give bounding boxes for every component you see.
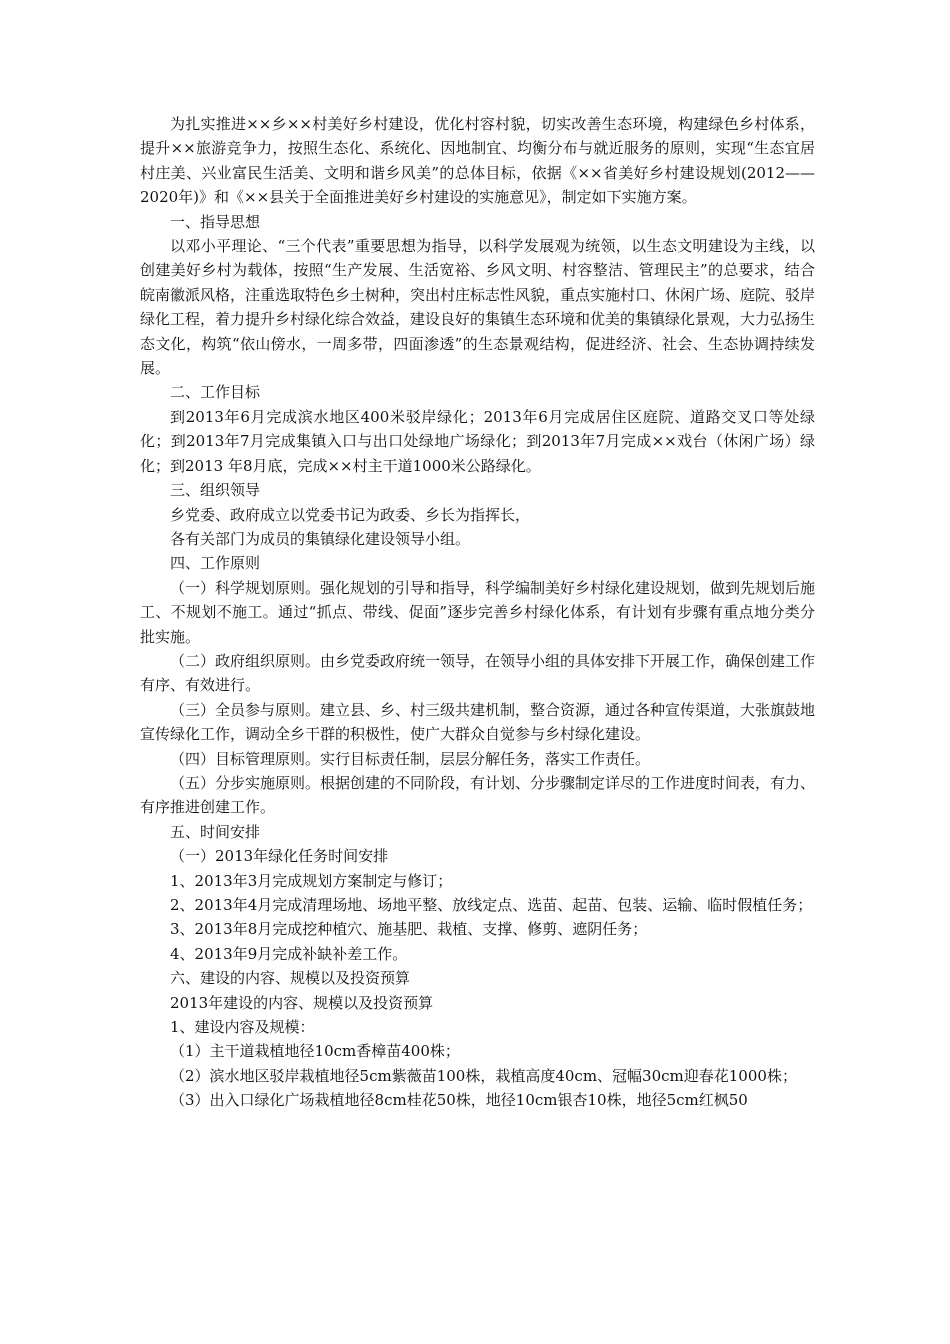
section-6-item-3: （3）出入口绿化广场栽植地径8cm桂花50株，地径10cm银杏10株，地径5cm红枫50 (170, 1091, 748, 1110)
section-4-principle-5: （五）分步实施原则。根据创建的不同阶段，有计划、分步骤制定详尽的工作进度时间表，有力、有序推进创建工作。 (140, 773, 816, 817)
section-4-principle-1: （一）科学规划原则。强化规划的引导和指导，科学编制美好乡村绿化建设规划，做到先规划后施工、不规划不施工。通过“抓点、带线、促面”逐步完善乡村绿化体系，有计划有步骤有重点地分类分批实施。 (140, 578, 816, 646)
section-4-principle-3: （三）全员参与原则。建立县、乡、村三级共建机制，整合资源，通过各种宣传渠道，大张旗鼓地宣传绿化工作，调动全乡干群的积极性，使广大群众自觉参与乡村绿化建设。 (140, 700, 816, 744)
section-4-principle-2: （二）政府组织原则。由乡党委政府统一领导，在领导小组的具体安排下开展工作，确保创建工作有序、有效进行。 (140, 651, 816, 695)
section-5-item-1: 1、2013年3月完成规划方案制定与修订； (170, 871, 453, 890)
section-5-subheading: （一）2013年绿化任务时间安排 (170, 847, 389, 866)
section-6-item-2: （2）滨水地区驳岸栽植地径5cm紫薇苗100株，栽植高度40cm、冠幅30cm迎春花1000株； (170, 1066, 797, 1085)
section-4-principle-4: （四）目标管理原则。实行目标责任制，层层分解任务，落实工作责任。 (170, 749, 651, 768)
section-3-heading: 三、组织领导 (170, 481, 261, 500)
section-4-heading: 四、工作原则 (170, 554, 261, 573)
section-6-scope-heading: 1、建设内容及规模： (170, 1018, 315, 1037)
section-6-subheading: 2013年建设的内容、规模以及投资预算 (170, 993, 434, 1012)
section-2-body: 到2013年6月完成滨水地区400米驳岸绿化；2013年6月完成居住区庭院、道路交叉口等处绿化；到2013年7月完成集镇入口与出口处绿地广场绿化；到2013年7月完成××戏台（休闲广场）绿化；到2013 年8月底，完成××村主干道1000米公路绿化。 (140, 407, 815, 475)
section-6-item-1: （1）主干道栽植地径10cm香樟苗400株； (170, 1042, 460, 1061)
section-5-item-2: 2、2013年4月完成清理场地、场地平整、放线定点、选苗、起苗、包装、运输、临时假植任务； (170, 896, 813, 914)
section-6-heading: 六、建设的内容、规模以及投资预算 (170, 969, 411, 988)
section-5-item-3: 3、2013年8月完成挖种植穴、施基肥、栽植、支撑、修剪、遮阴任务； (170, 920, 648, 939)
intro-paragraph: 为扎实推进××乡××村美好乡村建设，优化村容村貌，切实改善生态环境，构建绿色乡村体系，提升××旅游竞争力，按照生态化、系统化、因地制宜、均衡分布与就近服务的原则，实现“生态宜居村庄美、兴业富民生活美、文明和谐乡风美”的总体目标，依据《××省美好乡村建设规划(2012——2020年)》和《××县关于全面推进美好乡村建设的实施意见》，制定如下实施方案。 (140, 115, 815, 207)
document-page (140, 112, 815, 1113)
section-2-heading: 二、工作目标 (170, 383, 261, 402)
section-5-item-4: 4、2013年9月完成补缺补差工作。 (170, 944, 408, 963)
section-5-heading: 五、时间安排 (170, 822, 261, 841)
section-1-body: 以邓小平理论、“三个代表”重要思想为指导，以科学发展观为统领，以生态文明建设为主线，以创建美好乡村为载体，按照“生产发展、生活宽裕、乡风文明、村容整洁、管理民主”的总要求，结合皖南徽派风格，注重选取特色乡土树种，突出村庄标志性风貌，重点实施村口、休闲广场、庭院、驳岸绿化工程，着力提升乡村绿化综合效益，建设良好的集镇生态环境和优美的集镇绿化景观，大力弘扬生态文化，构筑“依山傍水，一周多带，四面渗透”的生态景观结构，促进经济、社会、生态协调持续发展。 (140, 237, 816, 378)
section-3-line-2: 各有关部门为成员的集镇绿化建设领导小组。 (170, 529, 471, 548)
section-3-line-1: 乡党委、政府成立以党委书记为政委、乡长为指挥长， (170, 505, 531, 524)
section-1-heading: 一、指导思想 (170, 212, 261, 231)
